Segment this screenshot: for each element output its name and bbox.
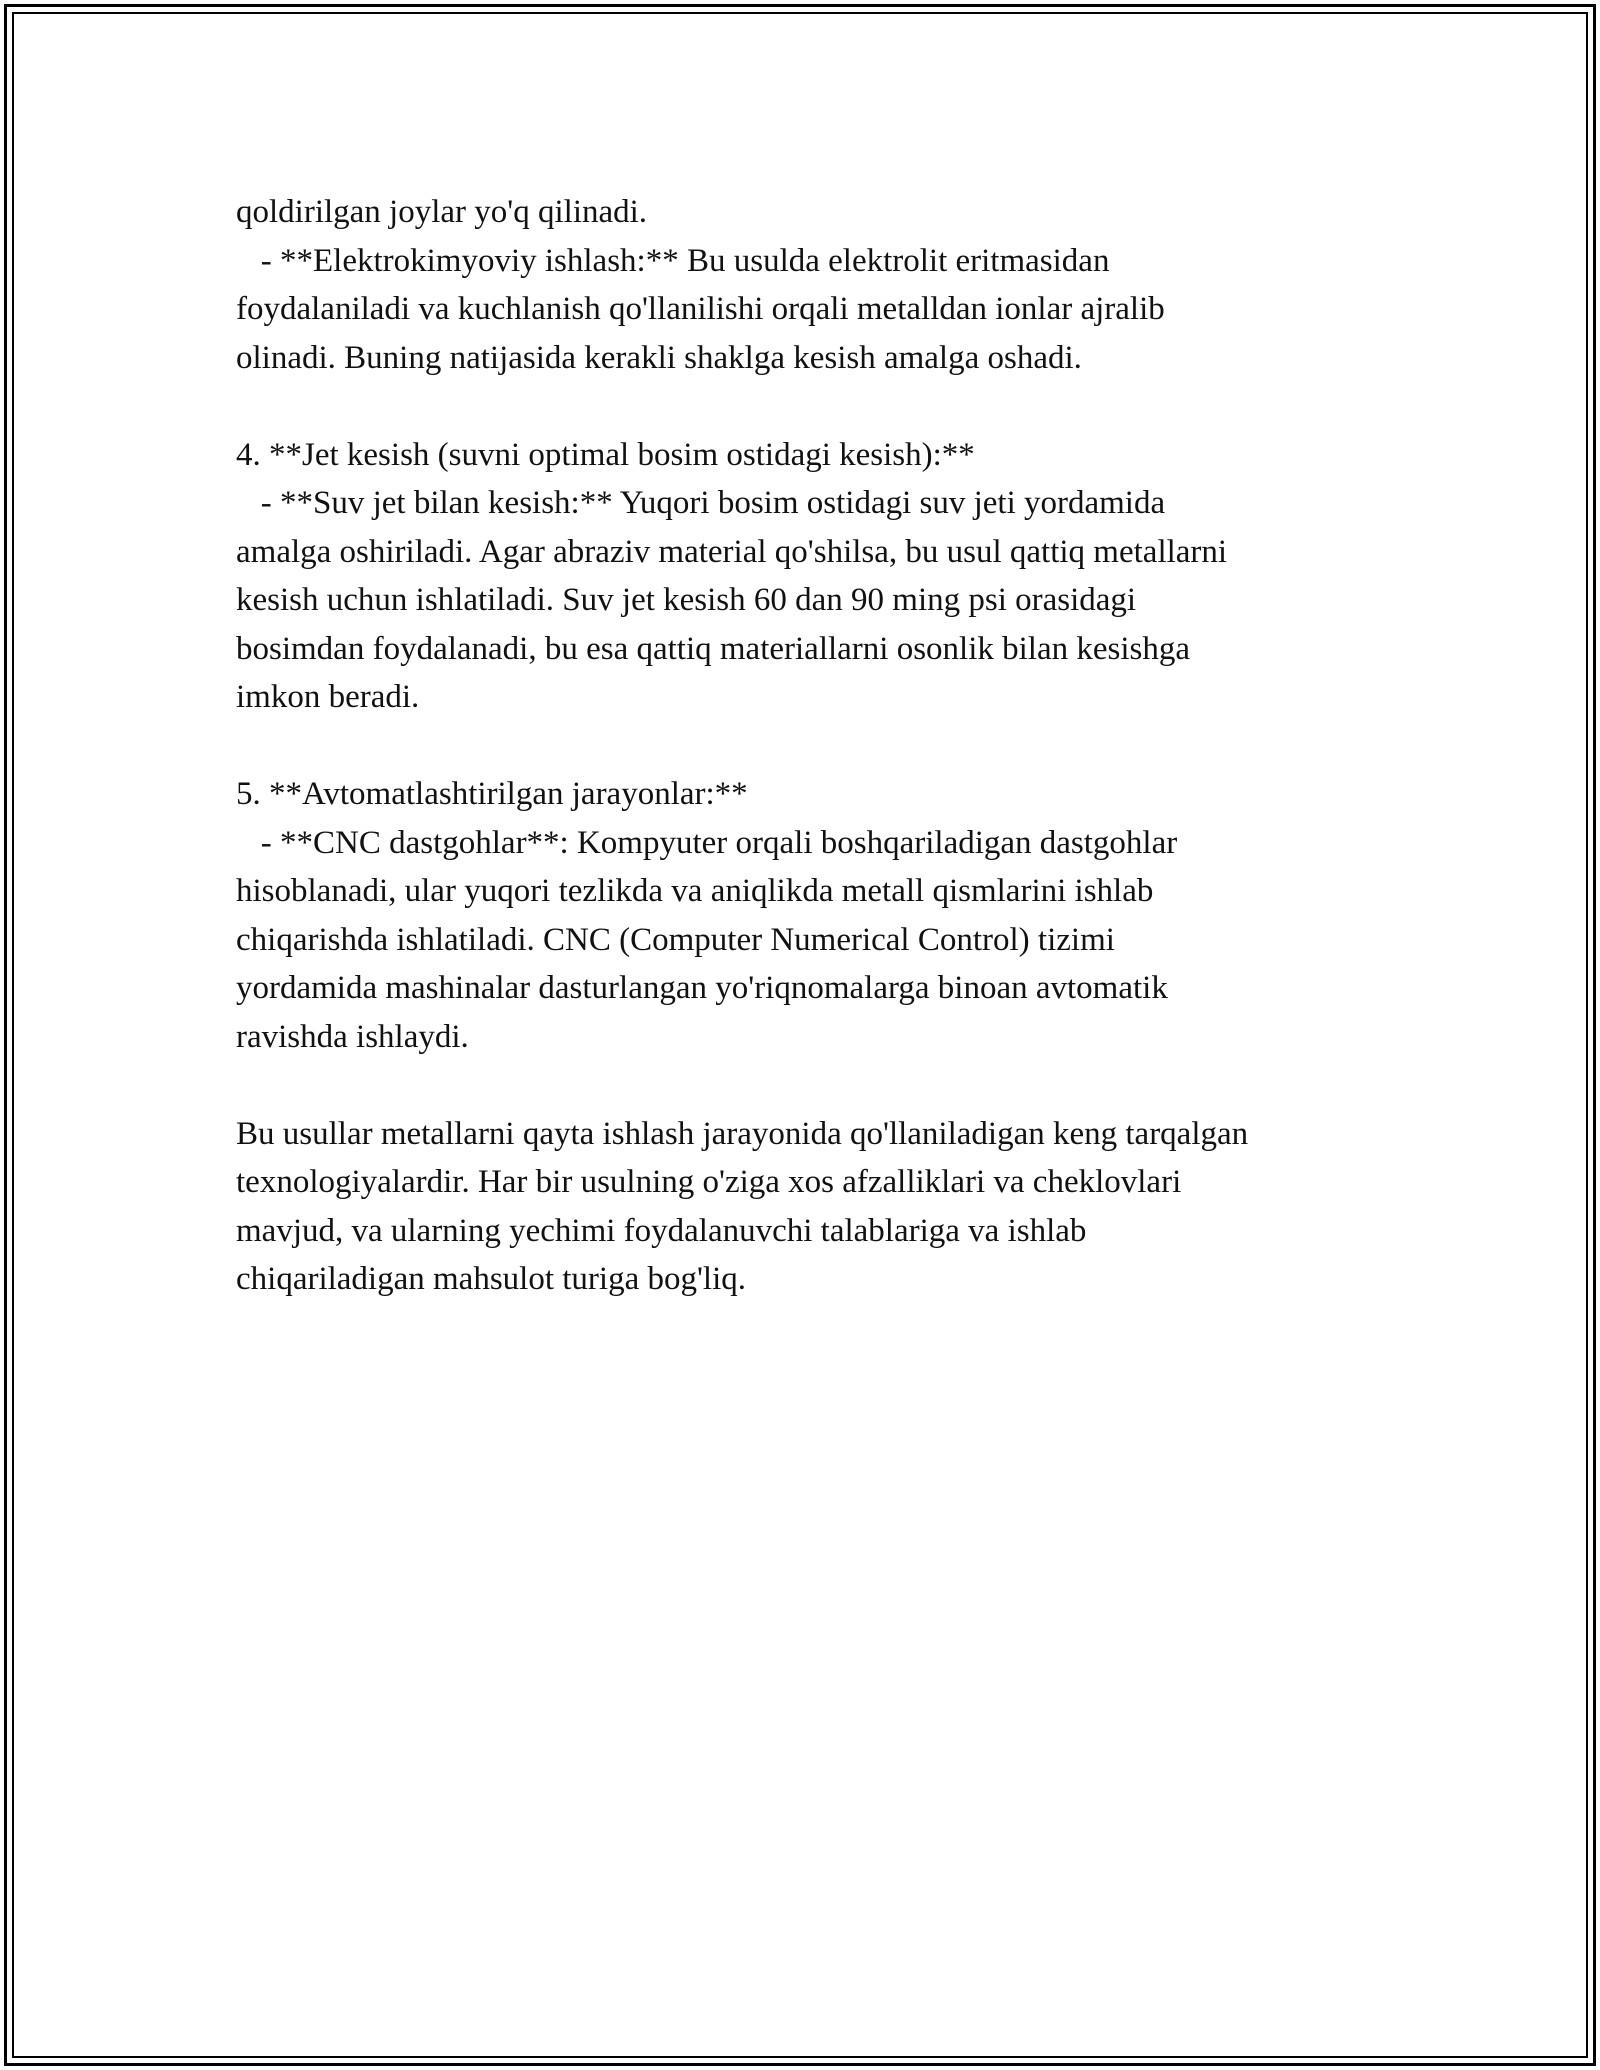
text-line: Bu usullar metallarni qayta ishlash jarayonida qo'llaniladigan keng tarqalgan bbox=[236, 1115, 1249, 1152]
text-line: ravishda ishlaydi. bbox=[236, 1018, 469, 1055]
section-jet-cutting bbox=[236, 431, 1416, 722]
text-line: foydalaniladi va kuchlanish qo'llanilishi orqali metalldan ionlar ajralib bbox=[236, 291, 1165, 327]
paragraph-gap bbox=[236, 722, 1416, 771]
section-automation bbox=[236, 770, 1416, 1061]
paragraph-gap bbox=[236, 1061, 1416, 1110]
text-line: qoldirilgan joylar yo'q qilinadi. bbox=[236, 194, 648, 230]
text-line: texnologiyalardir. Har bir usulning o'ziga xos afzalliklari va cheklovlari bbox=[236, 1164, 1182, 1200]
electrochemical-paragraph bbox=[236, 188, 1416, 382]
document-body bbox=[236, 188, 1416, 1304]
text-line: chiqarishda ishlatiladi. CNC (Computer Numerical Control) tizimi bbox=[236, 921, 1115, 958]
text-line: amalga oshiriladi. Agar abraziv material qo'shilsa, bu usul qattiq metallarni bbox=[236, 533, 1228, 570]
text-line: olinadi. Buning natijasida kerakli shaklga kesish amalga oshadi. bbox=[236, 339, 1082, 376]
text-line: yordamida mashinalar dasturlangan yo'riqnomalarga binoan avtomatik bbox=[236, 970, 1168, 1006]
text-line: chiqariladigan mahsulot turiga bog'liq. bbox=[236, 1261, 747, 1297]
conclusion-paragraph bbox=[236, 1110, 1416, 1304]
text-line: hisoblanadi, ular yuqori tezlikda va aniqlikda metall qismlarini ishlab bbox=[236, 873, 1154, 909]
text-line: bosimdan foydalanadi, bu esa qattiq materiallarni osonlik bilan kesishga bbox=[236, 630, 1191, 667]
text-line: - **Elektrokimyoviy ishlash:** Bu usulda elektrolit eritmasidan bbox=[236, 242, 1110, 279]
text-line: kesish uchun ishlatiladi. Suv jet kesish 60 dan 90 ming psi orasidagi bbox=[236, 582, 1137, 618]
paragraph-gap bbox=[236, 382, 1416, 431]
text-line: - **CNC dastgohlar**: Kompyuter orqali boshqariladigan dastgohlar bbox=[236, 824, 1178, 861]
section-heading: 4. **Jet kesish (suvni optimal bosim ostidagi kesish):** bbox=[236, 436, 975, 473]
text-line: mavjud, va ularning yechimi foydalanuvchi talablariga va ishlab bbox=[236, 1212, 1087, 1249]
text-line: - **Suv jet bilan kesish:** Yuqori bosim ostidagi suv jeti yordamida bbox=[236, 485, 1166, 521]
section-heading: 5. **Avtomatlashtirilgan jarayonlar:** bbox=[236, 776, 748, 812]
text-line: imkon beradi. bbox=[236, 679, 420, 715]
